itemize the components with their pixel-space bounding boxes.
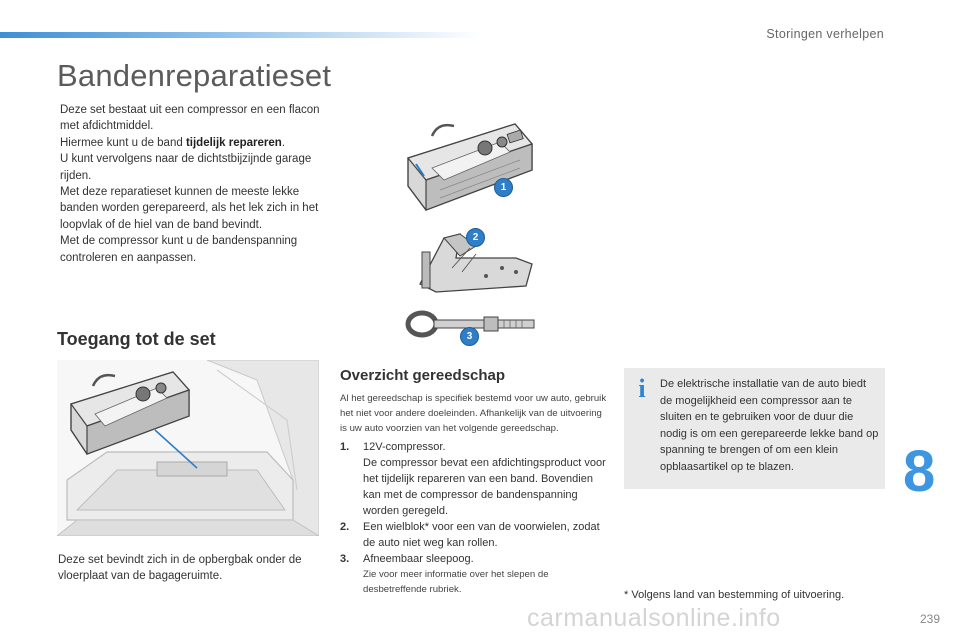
info-icon: i bbox=[638, 374, 646, 403]
intro-paragraph: Met deze reparatieset kunnen de meeste lekke banden worden gerepareerd, als het lek zich in het loopvlak of de hiel van de band bevindt. bbox=[60, 186, 319, 231]
list-item-number: 2. bbox=[340, 521, 350, 533]
intro-paragraph: Deze set bestaat uit een compressor en een flacon met afdichtmiddel. bbox=[60, 104, 320, 133]
list-item-number: 1. bbox=[340, 441, 350, 453]
watermark: carmanualsonline.info bbox=[527, 604, 781, 632]
intro-paragraph: U kunt vervolgens naar de dichtstbijzijnde garage rijden. bbox=[60, 153, 312, 182]
callout-badge-3: 3 bbox=[460, 327, 479, 346]
info-text: De elektrische installatie van de auto biedt de mogelijkheid een compressor aan te sluiten en te gebruiken voor de duur die nodig is om een gerepareerde lekke band op spanning te brengen of om een klein opblaasartikel op te blazen. bbox=[660, 378, 879, 473]
list-item-title: 12V-compressor. bbox=[363, 441, 446, 453]
access-section-title: Toegang tot de set bbox=[57, 329, 216, 349]
list-item-number: 3. bbox=[340, 553, 350, 565]
page-title: Bandenreparatieset bbox=[57, 58, 332, 93]
intro-paragraph: Hiermee kunt u de band tijdelijk repareren. bbox=[60, 136, 286, 149]
callout-badge-1: 1 bbox=[494, 178, 513, 197]
list-item bbox=[340, 519, 610, 551]
emphasis-text: tijdelijk repareren bbox=[185, 136, 282, 149]
access-caption: Deze set bevindt zich in de opbergbak onder de vloerplaat van de bagageruimte. bbox=[58, 554, 302, 582]
compressor-illustration bbox=[400, 118, 540, 218]
intro-text bbox=[60, 102, 322, 266]
trunk-illustration bbox=[57, 360, 319, 536]
chapter-number: 8 bbox=[903, 439, 936, 504]
list-item-title: Afneembaar sleepoog. bbox=[363, 553, 474, 565]
callout-badge-2: 2 bbox=[466, 228, 485, 247]
list-item-desc: Zie voor meer informatie over het slepen de desbetreffende rubriek. bbox=[363, 569, 549, 595]
list-item-title: Een wielblok* voor een van de voorwielen, zodat de auto niet weg kan rollen. bbox=[363, 521, 600, 549]
section-header: Storingen verhelpen bbox=[766, 27, 884, 41]
list-item bbox=[340, 439, 610, 519]
page-number: 239 bbox=[919, 612, 940, 626]
overview-title: Overzicht gereedschap bbox=[340, 367, 506, 384]
overview-intro: Al het gereedschap is specifiek bestemd voor uw auto, gebruik het niet voor andere doeleinden. Afhankelijk van de uitvoering is uw auto voorzien van het volgende gereedschap. bbox=[340, 393, 607, 434]
info-box bbox=[624, 368, 885, 489]
tool-list bbox=[340, 439, 610, 597]
list-item bbox=[340, 551, 610, 597]
intro-paragraph: Met de compressor kunt u de bandenspanning controleren en aanpassen. bbox=[60, 235, 298, 264]
footnote: * Volgens land van bestemming of uitvoering. bbox=[624, 589, 845, 601]
list-item-desc: De compressor bevat een afdichtingsproduct voor het tijdelijk repareren van een band. Bovendien kan met de compressor de bandenspanning worden geregeld. bbox=[363, 457, 606, 517]
header-accent-bar bbox=[0, 32, 480, 38]
